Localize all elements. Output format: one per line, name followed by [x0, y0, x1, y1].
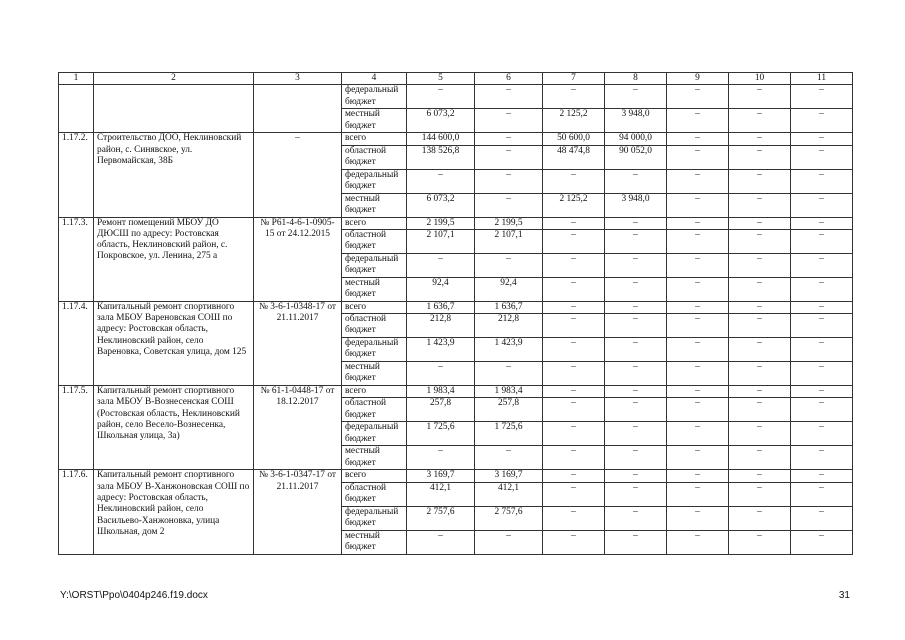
value-cell: 48 474,8 — [543, 145, 605, 169]
value-cell: 2 757,6 — [475, 506, 543, 530]
value-cell: – — [543, 470, 605, 482]
value-cell: – — [543, 446, 605, 470]
budget-type: федеральный бюджет — [342, 506, 407, 530]
value-cell: – — [729, 217, 791, 229]
table-row — [59, 470, 853, 482]
value-cell: – — [729, 314, 791, 338]
value-cell: – — [667, 85, 729, 109]
value-cell: – — [605, 398, 667, 422]
budget-type: областной бюджет — [342, 398, 407, 422]
budget-type: всего — [342, 470, 407, 482]
value-cell: – — [729, 338, 791, 362]
value-cell: – — [605, 482, 667, 506]
col-number: 3 — [254, 73, 342, 85]
value-cell: – — [729, 386, 791, 398]
value-cell: – — [605, 530, 667, 554]
value-cell: 6 073,2 — [407, 109, 475, 133]
value-cell: – — [729, 193, 791, 217]
table-row — [59, 85, 853, 109]
value-cell: – — [475, 169, 543, 193]
budget-type: местный бюджет — [342, 446, 407, 470]
col-number: 1 — [59, 73, 94, 85]
value-cell: – — [729, 229, 791, 253]
budget-type: федеральный бюджет — [342, 85, 407, 109]
value-cell: – — [667, 338, 729, 362]
value-cell: 1 423,9 — [475, 338, 543, 362]
budget-type: всего — [342, 217, 407, 229]
value-cell: – — [543, 217, 605, 229]
value-cell: 6 073,2 — [407, 193, 475, 217]
value-cell: – — [543, 85, 605, 109]
value-cell: – — [667, 482, 729, 506]
budget-type: всего — [342, 386, 407, 398]
value-cell: – — [791, 386, 853, 398]
value-cell: – — [475, 446, 543, 470]
item-number: 1.17.5. — [59, 386, 94, 470]
item-document: № 3-6-1-0348-17 от 21.11.2017 — [254, 301, 342, 385]
value-cell: 138 526,8 — [407, 145, 475, 169]
item-name: Ремонт помещений МБОУ ДО ДЮСШ по адресу: Ростовская область, Неклиновский район, с. Покровское, ул. Ленина, 275 а — [94, 217, 254, 301]
item-document: № 3-6-1-0347-17 от 21.11.2017 — [254, 470, 342, 554]
value-cell: 90 052,0 — [605, 145, 667, 169]
value-cell: 3 948,0 — [605, 193, 667, 217]
value-cell: 92,4 — [475, 277, 543, 301]
budget-type: федеральный бюджет — [342, 338, 407, 362]
value-cell: – — [667, 530, 729, 554]
budget-type: областной бюджет — [342, 145, 407, 169]
value-cell: – — [729, 85, 791, 109]
value-cell: – — [543, 386, 605, 398]
value-cell: – — [667, 217, 729, 229]
budget-type: всего — [342, 301, 407, 313]
value-cell: – — [475, 253, 543, 277]
value-cell: – — [543, 229, 605, 253]
budget-type: местный бюджет — [342, 193, 407, 217]
value-cell: – — [729, 470, 791, 482]
value-cell: 1 983,4 — [407, 386, 475, 398]
value-cell: – — [407, 85, 475, 109]
value-cell: – — [667, 229, 729, 253]
col-number: 9 — [667, 73, 729, 85]
item-number — [59, 85, 94, 133]
value-cell: – — [605, 470, 667, 482]
value-cell: – — [407, 446, 475, 470]
value-cell: – — [667, 193, 729, 217]
value-cell: 2 125,2 — [543, 109, 605, 133]
item-name: Капитальный ремонт спортивного зала МБОУ Вареновская СОШ по адресу: Ростовская область, Неклиновский район, село Вареновка, Советская улица, дом 125 — [94, 301, 254, 385]
value-cell: – — [407, 253, 475, 277]
value-cell: – — [543, 398, 605, 422]
value-cell: – — [791, 446, 853, 470]
budget-type: местный бюджет — [342, 109, 407, 133]
value-cell: – — [791, 277, 853, 301]
col-number: 5 — [407, 73, 475, 85]
value-cell: 212,8 — [407, 314, 475, 338]
col-number: 6 — [475, 73, 543, 85]
value-cell: – — [543, 314, 605, 338]
budget-type: местный бюджет — [342, 277, 407, 301]
value-cell: – — [791, 253, 853, 277]
value-cell: – — [729, 446, 791, 470]
table-row — [59, 133, 853, 145]
item-document: № 61-1-0448-17 от 18.12.2017 — [254, 386, 342, 470]
budget-type: местный бюджет — [342, 530, 407, 554]
footer-file-path: Y:\ORST\Ppo\0404p246.f19.docx — [60, 590, 208, 601]
value-cell: – — [475, 109, 543, 133]
value-cell: – — [667, 470, 729, 482]
value-cell: – — [729, 169, 791, 193]
value-cell: – — [407, 362, 475, 386]
value-cell: – — [543, 506, 605, 530]
value-cell: – — [791, 470, 853, 482]
value-cell: – — [475, 145, 543, 169]
value-cell: – — [475, 85, 543, 109]
value-cell: 1 636,7 — [407, 301, 475, 313]
budget-type: местный бюджет — [342, 362, 407, 386]
value-cell: – — [667, 277, 729, 301]
value-cell: 3 948,0 — [605, 109, 667, 133]
col-number: 10 — [729, 73, 791, 85]
budget-type: федеральный бюджет — [342, 169, 407, 193]
item-name: Капитальный ремонт спортивного зала МБОУ В-Вознесенская СОШ (Ростовская область, Неклиновский район, село Весело-Вознесенка, Школьная улица, 3а) — [94, 386, 254, 470]
item-name: Капитальный ремонт спортивного зала МБОУ В-Ханжоновская СОШ по адресу: Ростовская область, Неклиновский район, село Васильево-Ханжоновка, улица Школьная, дом 2 — [94, 470, 254, 554]
value-cell: – — [791, 85, 853, 109]
value-cell: – — [605, 277, 667, 301]
item-document — [254, 85, 342, 133]
value-cell: – — [791, 217, 853, 229]
value-cell: – — [475, 362, 543, 386]
value-cell: – — [605, 422, 667, 446]
col-number: 11 — [791, 73, 853, 85]
value-cell: 2 199,5 — [475, 217, 543, 229]
col-number: 4 — [342, 73, 407, 85]
budget-type: областной бюджет — [342, 314, 407, 338]
value-cell: – — [543, 422, 605, 446]
value-cell: – — [729, 362, 791, 386]
col-number: 2 — [94, 73, 254, 85]
value-cell: – — [475, 530, 543, 554]
value-cell: – — [791, 506, 853, 530]
value-cell: 2 107,1 — [407, 229, 475, 253]
value-cell: 2 199,5 — [407, 217, 475, 229]
value-cell: – — [667, 386, 729, 398]
value-cell: – — [475, 193, 543, 217]
value-cell: – — [605, 386, 667, 398]
value-cell: – — [543, 277, 605, 301]
value-cell: – — [729, 133, 791, 145]
value-cell: – — [729, 277, 791, 301]
table-row — [59, 301, 853, 313]
value-cell: – — [791, 398, 853, 422]
value-cell: – — [543, 530, 605, 554]
value-cell: – — [791, 169, 853, 193]
col-number: 7 — [543, 73, 605, 85]
item-number: 1.17.4. — [59, 301, 94, 385]
table-body — [59, 73, 853, 555]
value-cell: – — [605, 253, 667, 277]
value-cell: 92,4 — [407, 277, 475, 301]
value-cell: 257,8 — [407, 398, 475, 422]
value-cell: 3 169,7 — [475, 470, 543, 482]
value-cell: – — [791, 145, 853, 169]
value-cell: – — [667, 145, 729, 169]
value-cell: 50 600,0 — [543, 133, 605, 145]
value-cell: – — [605, 301, 667, 313]
value-cell: – — [667, 169, 729, 193]
value-cell: – — [791, 109, 853, 133]
value-cell: – — [605, 169, 667, 193]
value-cell: – — [667, 253, 729, 277]
col-number: 8 — [605, 73, 667, 85]
value-cell: – — [605, 338, 667, 362]
value-cell: – — [667, 506, 729, 530]
value-cell: – — [605, 229, 667, 253]
value-cell: – — [667, 398, 729, 422]
value-cell: – — [605, 506, 667, 530]
value-cell: – — [667, 422, 729, 446]
value-cell: – — [791, 422, 853, 446]
value-cell: – — [667, 109, 729, 133]
footer-page-number: 31 — [838, 590, 850, 601]
value-cell: – — [605, 446, 667, 470]
value-cell: – — [791, 530, 853, 554]
value-cell: – — [605, 314, 667, 338]
budget-type: областной бюджет — [342, 482, 407, 506]
value-cell: – — [729, 422, 791, 446]
item-number: 1.17.3. — [59, 217, 94, 301]
value-cell: – — [407, 169, 475, 193]
budget-type: федеральный бюджет — [342, 422, 407, 446]
item-document: – — [254, 133, 342, 217]
value-cell: – — [543, 362, 605, 386]
value-cell: – — [543, 338, 605, 362]
value-cell: 212,8 — [475, 314, 543, 338]
value-cell: – — [791, 314, 853, 338]
value-cell: 1 636,7 — [475, 301, 543, 313]
budget-type: федеральный бюджет — [342, 253, 407, 277]
value-cell: 1 725,6 — [475, 422, 543, 446]
value-cell: – — [729, 530, 791, 554]
value-cell: 2 125,2 — [543, 193, 605, 217]
value-cell: 1 423,9 — [407, 338, 475, 362]
value-cell: – — [543, 482, 605, 506]
value-cell: – — [791, 301, 853, 313]
value-cell: 412,1 — [407, 482, 475, 506]
budget-type: областной бюджет — [342, 229, 407, 253]
budget-type: всего — [342, 133, 407, 145]
value-cell: – — [667, 301, 729, 313]
item-document: № Р61-4-6-1-0905-15 от 24.12.2015 — [254, 217, 342, 301]
value-cell: 144 600,0 — [407, 133, 475, 145]
value-cell: – — [605, 362, 667, 386]
item-number: 1.17.6. — [59, 470, 94, 554]
value-cell: – — [475, 133, 543, 145]
value-cell: 1 983,4 — [475, 386, 543, 398]
value-cell: – — [543, 301, 605, 313]
value-cell: – — [729, 145, 791, 169]
value-cell: – — [791, 133, 853, 145]
value-cell: – — [667, 133, 729, 145]
value-cell: 94 000,0 — [605, 133, 667, 145]
value-cell: – — [729, 253, 791, 277]
value-cell: – — [791, 338, 853, 362]
budget-table — [58, 72, 853, 555]
value-cell: – — [729, 482, 791, 506]
value-cell: 3 169,7 — [407, 470, 475, 482]
value-cell: – — [791, 229, 853, 253]
table-row — [59, 386, 853, 398]
value-cell: – — [667, 362, 729, 386]
value-cell: – — [729, 301, 791, 313]
item-name — [94, 85, 254, 133]
column-number-row — [59, 73, 853, 85]
value-cell: 412,1 — [475, 482, 543, 506]
table-row — [59, 217, 853, 229]
item-name: Строительство ДОО, Неклиновский район, с. Синявское, ул. Первомайская, 38Б — [94, 133, 254, 217]
value-cell: – — [729, 398, 791, 422]
value-cell: 2 107,1 — [475, 229, 543, 253]
value-cell: – — [729, 506, 791, 530]
value-cell: – — [605, 217, 667, 229]
value-cell: – — [407, 530, 475, 554]
value-cell: – — [667, 314, 729, 338]
value-cell: – — [729, 109, 791, 133]
value-cell: – — [543, 253, 605, 277]
value-cell: – — [791, 193, 853, 217]
value-cell: – — [605, 85, 667, 109]
value-cell: – — [543, 169, 605, 193]
value-cell: 257,8 — [475, 398, 543, 422]
value-cell: – — [791, 482, 853, 506]
value-cell: – — [667, 446, 729, 470]
value-cell: 2 757,6 — [407, 506, 475, 530]
item-number: 1.17.2. — [59, 133, 94, 217]
value-cell: 1 725,6 — [407, 422, 475, 446]
value-cell: – — [791, 362, 853, 386]
